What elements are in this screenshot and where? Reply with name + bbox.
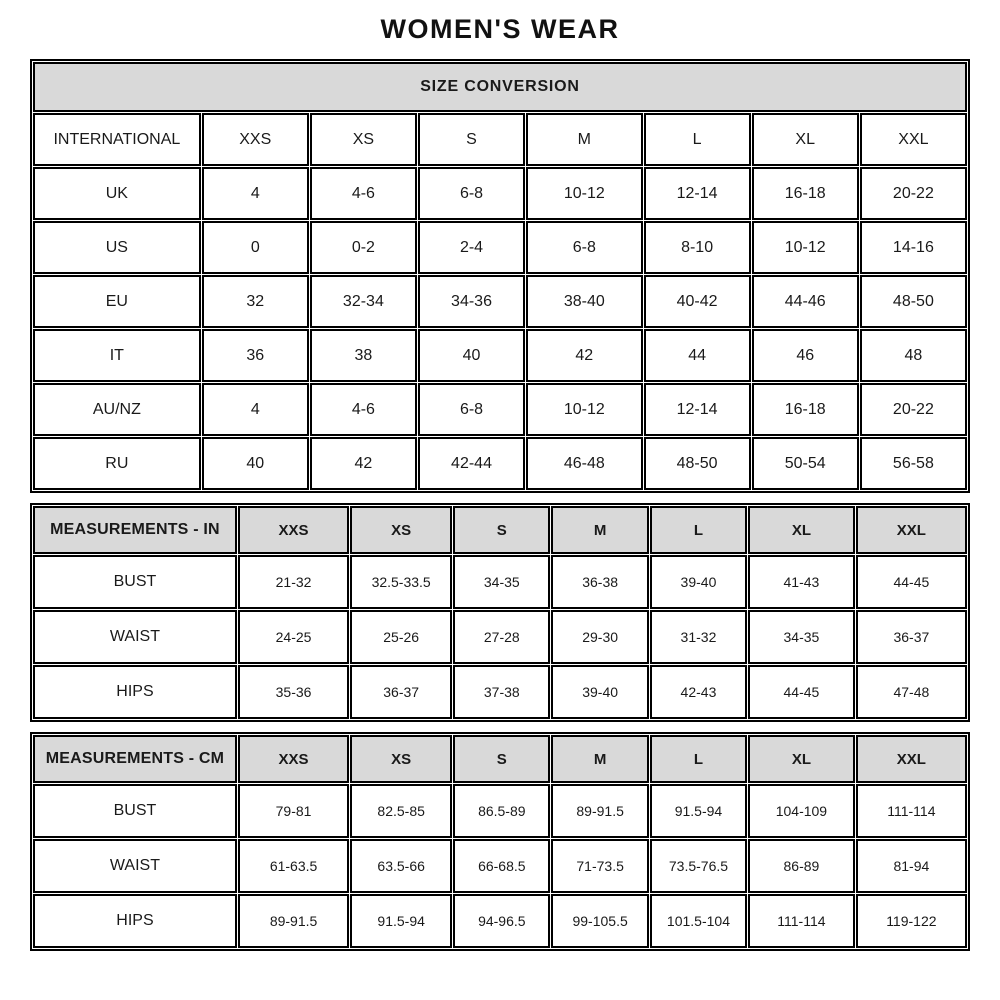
cell: 16-18 <box>752 383 859 436</box>
row-label: BUST <box>33 555 237 609</box>
row-label: IT <box>33 329 201 382</box>
cell: 38-40 <box>526 275 642 328</box>
cell: 10-12 <box>752 221 859 274</box>
cell: 44-45 <box>856 555 967 609</box>
row-label: AU/NZ <box>33 383 201 436</box>
cell: 36-37 <box>856 610 967 664</box>
cell: 46-48 <box>526 437 642 490</box>
row-label: US <box>33 221 201 274</box>
column-header-s: S <box>418 113 525 166</box>
cell: 42 <box>310 437 417 490</box>
column-header-xs: XS <box>310 113 417 166</box>
table-row-hips-in <box>33 665 967 719</box>
cell: 16-18 <box>752 167 859 220</box>
table-row-bust-cm <box>33 784 967 838</box>
table-row-uk <box>33 167 967 220</box>
column-header-xl: XL <box>752 113 859 166</box>
measurements-cm-table <box>30 732 970 951</box>
column-header-xxl: XXL <box>856 506 967 554</box>
row-label: WAIST <box>33 839 237 893</box>
measurements-cm-title: MEASUREMENTS - CM <box>33 735 237 783</box>
cell: 89-91.5 <box>238 894 349 948</box>
cell: 4-6 <box>310 167 417 220</box>
cell: 12-14 <box>644 167 751 220</box>
column-header-international: INTERNATIONAL <box>33 113 201 166</box>
cell: 32.5-33.5 <box>350 555 452 609</box>
table-row-it <box>33 329 967 382</box>
table-row-ru <box>33 437 967 490</box>
row-label: WAIST <box>33 610 237 664</box>
cell: 34-35 <box>453 555 550 609</box>
cell: 119-122 <box>856 894 967 948</box>
cell: 91.5-94 <box>650 784 747 838</box>
cell: 47-48 <box>856 665 967 719</box>
cell: 56-58 <box>860 437 967 490</box>
cell: 36-38 <box>551 555 648 609</box>
cell: 44 <box>644 329 751 382</box>
column-header-m: M <box>551 735 648 783</box>
table-row-waist-in <box>33 610 967 664</box>
cell: 46 <box>752 329 859 382</box>
cell: 111-114 <box>748 894 855 948</box>
cell: 66-68.5 <box>453 839 550 893</box>
cell: 50-54 <box>752 437 859 490</box>
cell: 61-63.5 <box>238 839 349 893</box>
column-header-l: L <box>650 506 747 554</box>
cell: 40 <box>418 329 525 382</box>
cell: 41-43 <box>748 555 855 609</box>
cell: 82.5-85 <box>350 784 452 838</box>
cell: 91.5-94 <box>350 894 452 948</box>
cell: 39-40 <box>650 555 747 609</box>
table-row-aunz <box>33 383 967 436</box>
row-label: RU <box>33 437 201 490</box>
size-conversion-title: SIZE CONVERSION <box>33 62 967 112</box>
cell: 79-81 <box>238 784 349 838</box>
cell: 32-34 <box>310 275 417 328</box>
measurements-in-table <box>30 503 970 722</box>
cell: 0-2 <box>310 221 417 274</box>
cell: 27-28 <box>453 610 550 664</box>
cell: 31-32 <box>650 610 747 664</box>
cell: 35-36 <box>238 665 349 719</box>
column-header-xl: XL <box>748 506 855 554</box>
cell: 94-96.5 <box>453 894 550 948</box>
cell: 4 <box>202 383 309 436</box>
cell: 29-30 <box>551 610 648 664</box>
cell: 36-37 <box>350 665 452 719</box>
cell: 73.5-76.5 <box>650 839 747 893</box>
cell: 81-94 <box>856 839 967 893</box>
cell: 37-38 <box>453 665 550 719</box>
column-header-xxs: XXS <box>202 113 309 166</box>
cell: 12-14 <box>644 383 751 436</box>
cell: 4 <box>202 167 309 220</box>
row-label: HIPS <box>33 894 237 948</box>
cell: 10-12 <box>526 167 642 220</box>
cell: 6-8 <box>418 383 525 436</box>
cell: 6-8 <box>526 221 642 274</box>
cell: 20-22 <box>860 383 967 436</box>
column-header-row <box>33 113 967 166</box>
cell: 32 <box>202 275 309 328</box>
cell: 71-73.5 <box>551 839 648 893</box>
table-row-waist-cm <box>33 839 967 893</box>
column-header-row <box>33 506 967 554</box>
cell: 104-109 <box>748 784 855 838</box>
column-header-row <box>33 735 967 783</box>
cell: 25-26 <box>350 610 452 664</box>
cell: 101.5-104 <box>650 894 747 948</box>
cell: 40 <box>202 437 309 490</box>
cell: 89-91.5 <box>551 784 648 838</box>
column-header-xs: XS <box>350 735 452 783</box>
column-header-xl: XL <box>748 735 855 783</box>
cell: 2-4 <box>418 221 525 274</box>
column-header-s: S <box>453 506 550 554</box>
cell: 48-50 <box>644 437 751 490</box>
row-label: BUST <box>33 784 237 838</box>
cell: 44-46 <box>752 275 859 328</box>
column-header-s: S <box>453 735 550 783</box>
cell: 34-36 <box>418 275 525 328</box>
column-header-l: L <box>644 113 751 166</box>
column-header-m: M <box>551 506 648 554</box>
cell: 21-32 <box>238 555 349 609</box>
column-header-m: M <box>526 113 642 166</box>
cell: 42-44 <box>418 437 525 490</box>
cell: 20-22 <box>860 167 967 220</box>
column-header-xxl: XXL <box>860 113 967 166</box>
table-row-hips-cm <box>33 894 967 948</box>
column-header-xxs: XXS <box>238 506 349 554</box>
cell: 111-114 <box>856 784 967 838</box>
cell: 40-42 <box>644 275 751 328</box>
table-title-row <box>33 62 967 112</box>
cell: 42 <box>526 329 642 382</box>
cell: 99-105.5 <box>551 894 648 948</box>
cell: 48-50 <box>860 275 967 328</box>
cell: 63.5-66 <box>350 839 452 893</box>
column-header-l: L <box>650 735 747 783</box>
cell: 38 <box>310 329 417 382</box>
table-row-bust-in <box>33 555 967 609</box>
cell: 86.5-89 <box>453 784 550 838</box>
cell: 8-10 <box>644 221 751 274</box>
column-header-xxl: XXL <box>856 735 967 783</box>
row-label: UK <box>33 167 201 220</box>
size-conversion-table <box>30 59 970 493</box>
column-header-xxs: XXS <box>238 735 349 783</box>
cell: 39-40 <box>551 665 648 719</box>
table-row-eu <box>33 275 967 328</box>
cell: 44-45 <box>748 665 855 719</box>
cell: 34-35 <box>748 610 855 664</box>
cell: 86-89 <box>748 839 855 893</box>
cell: 42-43 <box>650 665 747 719</box>
cell: 6-8 <box>418 167 525 220</box>
measurements-in-title: MEASUREMENTS - IN <box>33 506 237 554</box>
cell: 14-16 <box>860 221 967 274</box>
column-header-xs: XS <box>350 506 452 554</box>
row-label: EU <box>33 275 201 328</box>
table-row-us <box>33 221 967 274</box>
cell: 36 <box>202 329 309 382</box>
cell: 24-25 <box>238 610 349 664</box>
row-label: HIPS <box>33 665 237 719</box>
page-title: WOMEN'S WEAR <box>380 14 620 44</box>
cell: 4-6 <box>310 383 417 436</box>
cell: 10-12 <box>526 383 642 436</box>
cell: 0 <box>202 221 309 274</box>
cell: 48 <box>860 329 967 382</box>
